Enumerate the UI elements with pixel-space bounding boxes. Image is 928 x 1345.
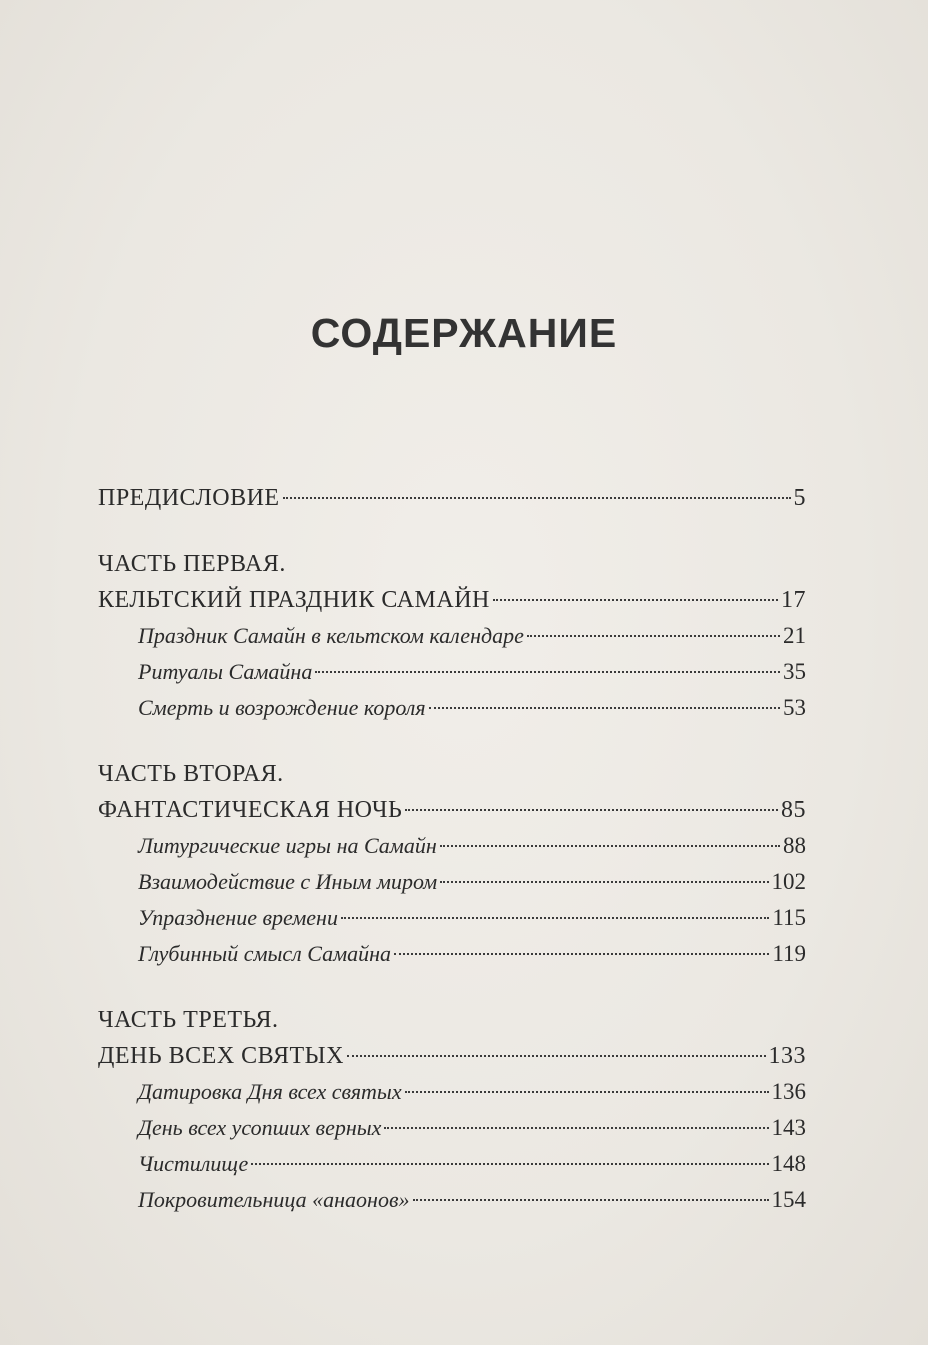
dot-leader: [315, 671, 780, 673]
toc-page-number: 102: [771, 869, 806, 894]
toc-entry-label: ПРЕДИСЛОВИЕ: [98, 485, 280, 511]
toc-entry-part-one: [98, 582, 806, 618]
toc-page-number: 148: [771, 1151, 806, 1176]
page-title: СОДЕРЖАНИЕ: [310, 310, 618, 356]
toc-page-number: 88: [783, 833, 806, 858]
toc-page-number: 133: [768, 1043, 806, 1069]
toc-page-number: 154: [771, 1187, 806, 1212]
dot-leader: [405, 809, 778, 811]
toc-entry-chapter: [98, 828, 806, 864]
toc-entry-chapter: [98, 1182, 806, 1218]
toc-entry-label: Глубинный смысл Самайна: [138, 941, 392, 966]
part-three-label: ЧАСТЬ ТРЕТЬЯ.: [98, 1007, 279, 1033]
toc-entry-chapter: [98, 900, 806, 936]
dot-leader: [283, 497, 791, 499]
dot-leader: [429, 707, 780, 709]
toc-page-number: 17: [781, 587, 806, 613]
dot-leader: [405, 1091, 769, 1093]
toc-entry-chapter: [98, 864, 806, 900]
dot-leader: [440, 845, 780, 847]
toc-page-number: 5: [793, 485, 806, 511]
toc-entry-label: День всех усопших верных: [138, 1115, 382, 1140]
toc-entry-chapter: [98, 618, 806, 654]
dot-leader: [341, 917, 769, 919]
toc-entry-label: Литургические игры на Самайн: [138, 833, 437, 858]
toc-page-number: 143: [771, 1115, 806, 1140]
part-two-label: ЧАСТЬ ВТОРАЯ.: [98, 761, 284, 787]
toc-page-number: 85: [781, 797, 806, 823]
table-of-contents: [98, 480, 806, 1218]
toc-page-number: 115: [772, 905, 806, 930]
toc-entry-label: Ритуалы Самайна: [138, 659, 313, 684]
dot-leader: [251, 1163, 768, 1165]
dot-leader: [347, 1055, 766, 1057]
dot-leader: [413, 1199, 769, 1201]
toc-entry-part-three: [98, 1038, 806, 1074]
part-one-label: ЧАСТЬ ПЕРВАЯ.: [98, 551, 286, 577]
toc-entry-label: Упразднение времени: [138, 905, 338, 930]
toc-entry-chapter: [98, 1110, 806, 1146]
toc-entry-preface: [98, 480, 806, 516]
toc-entry-part-two: [98, 792, 806, 828]
toc-entry-chapter: [98, 654, 806, 690]
toc-entry-chapter: [98, 690, 806, 726]
dot-leader: [440, 881, 768, 883]
toc-entry-label: КЕЛЬТСКИЙ ПРАЗДНИК САМАЙН: [98, 587, 490, 613]
dot-leader: [493, 599, 778, 601]
toc-page-number: 35: [783, 659, 806, 684]
toc-entry-label: Покровительница «анаонов»: [138, 1187, 410, 1212]
toc-entry-label: Праздник Самайн в кельтском календаре: [138, 623, 524, 648]
dot-leader: [527, 635, 780, 637]
toc-page-number: 119: [772, 941, 806, 966]
dot-leader: [394, 953, 769, 955]
toc-entry-label: Смерть и возрождение короля: [138, 695, 426, 720]
toc-entry-label: ДЕНЬ ВСЕХ СВЯТЫХ: [98, 1043, 344, 1069]
toc-page-number: 53: [783, 695, 806, 720]
toc-entry-label: Датировка Дня всех святых: [138, 1079, 402, 1104]
dot-leader: [384, 1127, 768, 1129]
toc-entry-chapter: [98, 936, 806, 972]
toc-page-number: 136: [771, 1079, 806, 1104]
toc-page-number: 21: [783, 623, 806, 648]
toc-entry-label: ФАНТАСТИЧЕСКАЯ НОЧЬ: [98, 797, 403, 823]
toc-entry-chapter: [98, 1146, 806, 1182]
toc-entry-label: Взаимодействие с Иным миром: [138, 869, 438, 894]
toc-entry-chapter: [98, 1074, 806, 1110]
toc-entry-label: Чистилище: [138, 1151, 249, 1176]
